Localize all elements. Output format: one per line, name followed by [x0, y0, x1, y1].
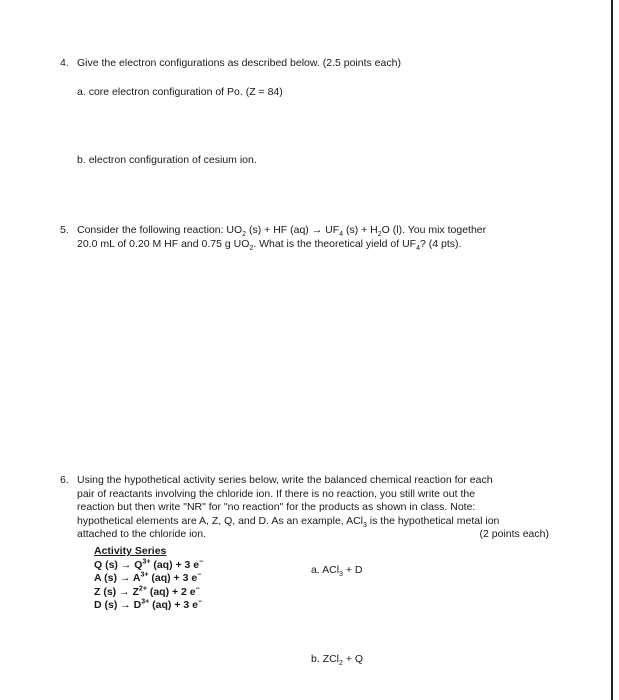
question-4b-text: electron configuration of cesium ion.	[88, 154, 257, 166]
question-5-number: 5.	[60, 224, 69, 236]
question-4-number: 4.	[60, 57, 69, 69]
question-6a-label: a.	[311, 564, 320, 576]
question-6-line-3: reaction but then write "NR" for "no reaction" for the products as shown in class. Note:	[77, 501, 476, 513]
question-6b-text: ZCl$_2$ + Q	[322, 653, 364, 668]
question-5-text	[77, 224, 569, 251]
question-4b	[77, 154, 257, 167]
question-6b-label: b.	[311, 653, 320, 665]
activity-series-title: Activity Series	[94, 545, 167, 557]
question-5-line-2: 20.0 mL of 0.20 M HF and 0.75 g $UO_2$. What is the theoretical yield of $UF_4$? (4 pts).	[77, 237, 462, 252]
question-4-prompt: Give the electron configurations as described below. (2.5 points each)	[77, 57, 401, 69]
question-4a-text: core electron configuration of Po. (Z = 84)	[88, 86, 283, 98]
activity-series-row: Q $(s) \to Q^{3+}$ (aq) + 3 e−	[94, 558, 204, 571]
question-6-text	[77, 474, 557, 542]
question-5-line-1: Consider the following reaction: $UO_2$ (s) + HF $(aq) \to UF_4$ $(s) + H_2O$ (l). You mix together	[77, 224, 487, 239]
activity-series-row: Z $(s) \to Z^{2+}$ (aq) + 2 e−	[94, 585, 200, 598]
question-4a	[77, 86, 283, 99]
question-6-points: (2 points each)	[479, 528, 549, 540]
activity-series	[94, 545, 203, 613]
question-5	[60, 224, 600, 254]
question-6-line-4: hypothetical elements are A, Z, Q, and D. As an example, ACl$_3$ is the hypothetical metal ion	[77, 514, 500, 529]
question-6-line-2: pair of reactants involving the chloride ion. If there is no reaction, you still write out the	[77, 487, 476, 500]
question-4b-label: b.	[77, 154, 86, 166]
question-6a	[311, 564, 363, 577]
activity-series-row: D $(s) \to D^{3+}$ (aq) + 3 e−	[94, 598, 203, 612]
question-6a-text: ACl$_3$ + D	[322, 564, 363, 579]
question-6-line-1: Using the hypothetical activity series below, write the balanced chemical reaction for each	[77, 474, 493, 486]
activity-series-row: A $(s) \to A^{3+}$ (aq) + 3 e−	[94, 571, 202, 585]
question-6	[60, 474, 600, 544]
question-4a-label: a.	[77, 86, 86, 98]
question-6-number: 6.	[60, 474, 69, 486]
question-4	[60, 57, 600, 71]
question-6-line-5: attached to the chloride ion. (2 points each)	[77, 528, 549, 540]
question-6b	[311, 653, 363, 666]
